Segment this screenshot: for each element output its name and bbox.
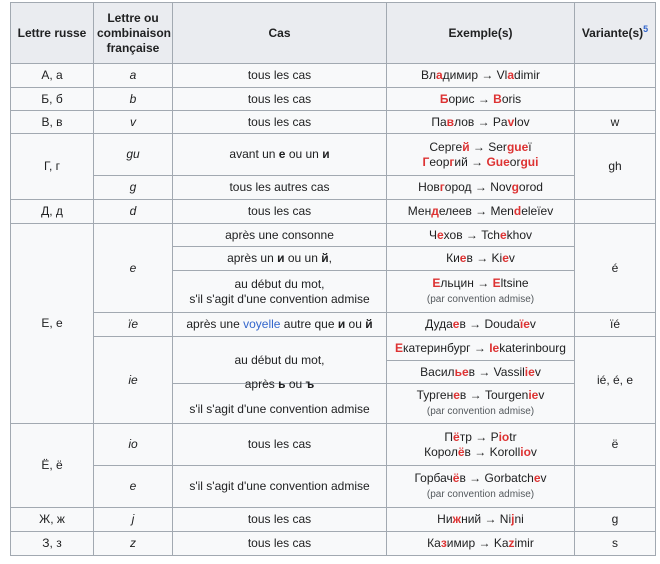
- table-row: [11, 466, 656, 508]
- table-row: [11, 337, 656, 361]
- russian-letter: Б, б: [11, 88, 94, 111]
- table-row: [11, 134, 656, 176]
- variant: [575, 466, 656, 508]
- case-text: après un и ou un й,: [173, 247, 387, 271]
- example: Ельцин → Eltsine (par convention admise): [387, 271, 575, 313]
- case-text: tous les cas: [173, 88, 387, 111]
- header-variant-label: Variante(s): [581, 25, 644, 40]
- header-letter: Lettre russe: [11, 3, 94, 64]
- variant: ïé: [575, 313, 656, 337]
- french-combo: io: [94, 424, 173, 466]
- french-combo: e: [94, 224, 173, 313]
- case-text: après ь ou ъ s'il s'agit d'une convention admise: [173, 384, 387, 424]
- case-text: tous les cas: [173, 64, 387, 88]
- case-text: avant un e ou un и: [173, 134, 387, 176]
- case-text: après une consonne: [173, 224, 387, 247]
- table-row: [11, 508, 656, 532]
- variant: é: [575, 224, 656, 313]
- transliteration-table: [10, 2, 656, 556]
- example: Пётр → Piotr Королёв → Korolliov: [387, 424, 575, 466]
- header-example: Exemple(s): [387, 3, 575, 64]
- case-text: tous les cas: [173, 200, 387, 224]
- example: Борис → Boris: [387, 88, 575, 111]
- example: Чехов → Tchekhov: [387, 224, 575, 247]
- table-row: [11, 313, 656, 337]
- variant: ié, é, e: [575, 337, 656, 424]
- example: Владимир → Vladimir: [387, 64, 575, 88]
- table-row: [11, 532, 656, 556]
- example: Дудаев → Doudaïev: [387, 313, 575, 337]
- variant: [575, 64, 656, 88]
- example: Васильев → Vassiliev: [387, 361, 575, 384]
- case-text: tous les cas: [173, 111, 387, 134]
- russian-letter: З, з: [11, 532, 94, 556]
- example: Казимир → Kazimir: [387, 532, 575, 556]
- french-combo: ïe: [94, 313, 173, 337]
- footnote-link[interactable]: 5: [643, 23, 649, 34]
- case-text: s'il s'agit d'une convention admise: [173, 466, 387, 508]
- example: Екатеринбург → Iekaterinbourg: [387, 337, 575, 361]
- variant: gh: [575, 134, 656, 200]
- example: Тургенев → Tourgeniev (par convention admise): [387, 384, 575, 424]
- table-row: [11, 200, 656, 224]
- french-combo: ie: [94, 337, 173, 424]
- russian-letter: Д, д: [11, 200, 94, 224]
- table-row: [11, 424, 656, 466]
- footnote-ref[interactable]: [643, 24, 648, 34]
- variant: [575, 200, 656, 224]
- french-combo: gu: [94, 134, 173, 176]
- variant: s: [575, 532, 656, 556]
- example: Нижний → Nijni: [387, 508, 575, 532]
- header-case: Cas: [173, 3, 387, 64]
- french-combo: d: [94, 200, 173, 224]
- example: Сергей → Sergueï Георгий → Gueorgui: [387, 134, 575, 176]
- case-text: après une voyelle autre que и ou й: [173, 313, 387, 337]
- french-combo: j: [94, 508, 173, 532]
- example: Менделеев → Mendeleïev: [387, 200, 575, 224]
- case-text: tous les cas: [173, 424, 387, 466]
- example: Горбачёв → Gorbatchev (par convention admise): [387, 466, 575, 508]
- variant: [575, 88, 656, 111]
- russian-letter: Ж, ж: [11, 508, 94, 532]
- russian-letter: Г, г: [11, 134, 94, 200]
- case-text: tous les cas: [173, 532, 387, 556]
- french-combo: z: [94, 532, 173, 556]
- table-row: [11, 111, 656, 134]
- case-text: tous les autres cas: [173, 176, 387, 200]
- example: Киев → Kiev: [387, 247, 575, 271]
- variant: g: [575, 508, 656, 532]
- table-row: [11, 64, 656, 88]
- header-variant: [575, 3, 656, 64]
- case-text: tous les cas: [173, 508, 387, 532]
- case-text: au début du mot, s'il s'agit d'une convention admise: [173, 271, 387, 313]
- vowel-link[interactable]: voyelle: [243, 317, 281, 331]
- french-combo: v: [94, 111, 173, 134]
- french-combo: b: [94, 88, 173, 111]
- variant: w: [575, 111, 656, 134]
- variant: ë: [575, 424, 656, 466]
- french-combo: g: [94, 176, 173, 200]
- french-combo: a: [94, 64, 173, 88]
- example: Новгород → Novgorod: [387, 176, 575, 200]
- example: Павлов → Pavlov: [387, 111, 575, 134]
- russian-letter: Е, е: [11, 224, 94, 424]
- russian-letter: Ё, ё: [11, 424, 94, 508]
- table-row: [11, 176, 656, 200]
- russian-letter: В, в: [11, 111, 94, 134]
- russian-letter: А, а: [11, 64, 94, 88]
- header-row: [11, 3, 656, 64]
- french-combo: e: [94, 466, 173, 508]
- header-combo: Lettre ou combinaison française: [94, 3, 173, 64]
- table-row: [11, 88, 656, 111]
- case-text: au début du mot,: [173, 337, 387, 384]
- table-row: [11, 224, 656, 247]
